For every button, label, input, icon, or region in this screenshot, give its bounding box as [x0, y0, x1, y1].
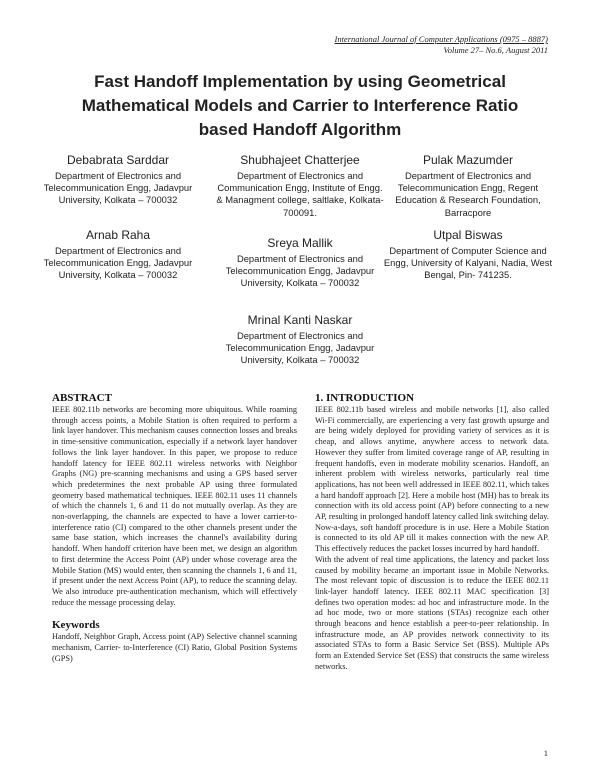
author-name: Sreya Mallik [267, 236, 333, 250]
author-affiliation: Department of Electronics and Telecommunication Engg, Regent Education & Research Foundation, Barracpore [395, 170, 541, 218]
author-block [215, 152, 385, 219]
journal-header [334, 34, 548, 56]
journal-name: International Journal of Computer Applications (0975 – 8887) [334, 34, 548, 44]
author-name: Arnab Raha [85, 228, 151, 242]
introduction-heading: 1. INTRODUCTION [315, 392, 415, 404]
abstract-heading: ABSTRACT [52, 392, 112, 404]
author-name: Utpal Biswas [433, 228, 503, 242]
keywords-text: Handoff, Neighbor Graph, Access point (AP) Selective channel scanning mechanism, Carrier- to-Interference (CI) Ratio, Global Position Systems (GPS) [52, 632, 297, 663]
author-affiliation: Department of Electronics and Telecommunication Engg, Jadavpur University, Kolkata – 700032 [225, 253, 375, 289]
author-block [215, 312, 385, 367]
paper-title: Fast Handoff Implementation by using Geometrical Mathematical Models and Carrier to Interference Ratio based Handoff Algorithm [81, 72, 519, 139]
journal-volume: Volume 27– No.6, August 2011 [443, 45, 548, 55]
author-affiliation: Department of Electronics and Telecommunication Engg, Jadavpur University, Kolkata – 700032 [43, 170, 193, 206]
author-block [215, 235, 385, 290]
right-column [315, 392, 549, 673]
author-affiliation: Department of Computer Science and Engg, University of Kalyani, Nadia, West Bengal, Pin- 741235. [383, 245, 553, 281]
author-block [33, 152, 203, 207]
author-name: Shubhajeet Chatterjee [240, 153, 360, 167]
page-number: 1 [543, 748, 548, 758]
author-affiliation: Department of Electronics and Telecommunication Engg, Jadavpur University, Kolkata – 700032 [43, 245, 193, 281]
introduction-paragraph: With the advent of real time applications, the latency and packet loss caused by mobility became an important issue in Mobile Networks. The most relevant topic of discussion is to reduce the IEEE 802.11 link-layer handoff latency. IEEE 802.11 MAC specification [3] defines two operation modes: ad hoc and infrastructure mode. In the ad hoc mode, two or more stations (STAs) recognize each other through beacons and hence establish a peer-to-peer relationship. In infrastructure mode, an AP provides network connectivity to its associated STAs to form a Basic Service Set (BSS). Multiple APs form an Extended Service Set (ESS) that constructs the same wireless networks. [315, 554, 549, 671]
introduction-paragraph: IEEE 802.11b based wireless and mobile networks [1], also called Wi-Fi commercially, are experiencing a very fast growth upsurge and are being widely deployed for providing variety of services as it is cheap, and allows anytime, anywhere access to network data. However they suffer from limited coverage range of AP, resulting in frequent handoffs, even in moderate mobility scenarios. Handoff, an inherent problem with wireless networks, particularly real time applications, has not been well addressed in IEEE 802.11, which takes a hard handoff approach [2]. Here a mobile host (MH) has to break its connection with its old access point (AP) before connecting to a new AP, resulting in prolonged handoff latency called link switching delay. Now-a-days, soft handoff procedure is in use. Here a Mobile Station is connected to its old AP till it makes connection with the new AP. This effectively reduces the packet losses incurred by hard handoff. [315, 405, 549, 554]
keywords-heading: Keywords [52, 619, 100, 632]
author-name: Debabrata Sarddar [66, 153, 170, 167]
author-name: Mrinal Kanti Naskar [247, 313, 353, 327]
author-block [33, 227, 203, 282]
author-affiliation: Department of Electronics and Telecommunication Engg, Jadavpur University, Kolkata – 700032 [225, 330, 375, 366]
author-affiliation: Department of Electronics and Communication Engg, Institute of Engg. & Managment college, saltlake, Kolkata-700091. [216, 170, 384, 218]
abstract-text: IEEE 802.11b networks are becoming more ubiquitous. While roaming through access points, a Mobile Station is often required to perform a link layer handover. This mechanism causes connection losses and breaks in time-sensitive communication, especially if a network layer handover follows the link layer handover. In this paper, we propose to reduce handoff latency for IEEE 802.11 wireless networks with Neighbor Graphs (NG) pre-scanning mechanisms and using a GPS based server which predetermines the next probable AP using three formulated geometry based mathematical techniques. IEEE 802.11 uses 11 channels of which the channels 1, 6 and 11 do not mutually overlap. As they are non-overlapping, the channels are expected to have a lower carrier-to-interference ratio (CI) compared to the other channels present under the same base station, which increases the channel's availability during handoff. When handoff criterion have been met, we design an algorithm to first determine the Access Point (AP) under whose coverage area the Mobile Station (MS) would enter, then scanning the channels 1, 6 and 11, if present under the next Access Point (AP), to reduce the scanning delay. We also introduce pre-authentication mechanism, which will effectively reduce the message processing delay. [52, 405, 297, 607]
author-name: Pulak Mazumder [422, 153, 514, 167]
author-block [383, 152, 553, 219]
author-block [383, 227, 553, 282]
left-column [52, 392, 297, 664]
